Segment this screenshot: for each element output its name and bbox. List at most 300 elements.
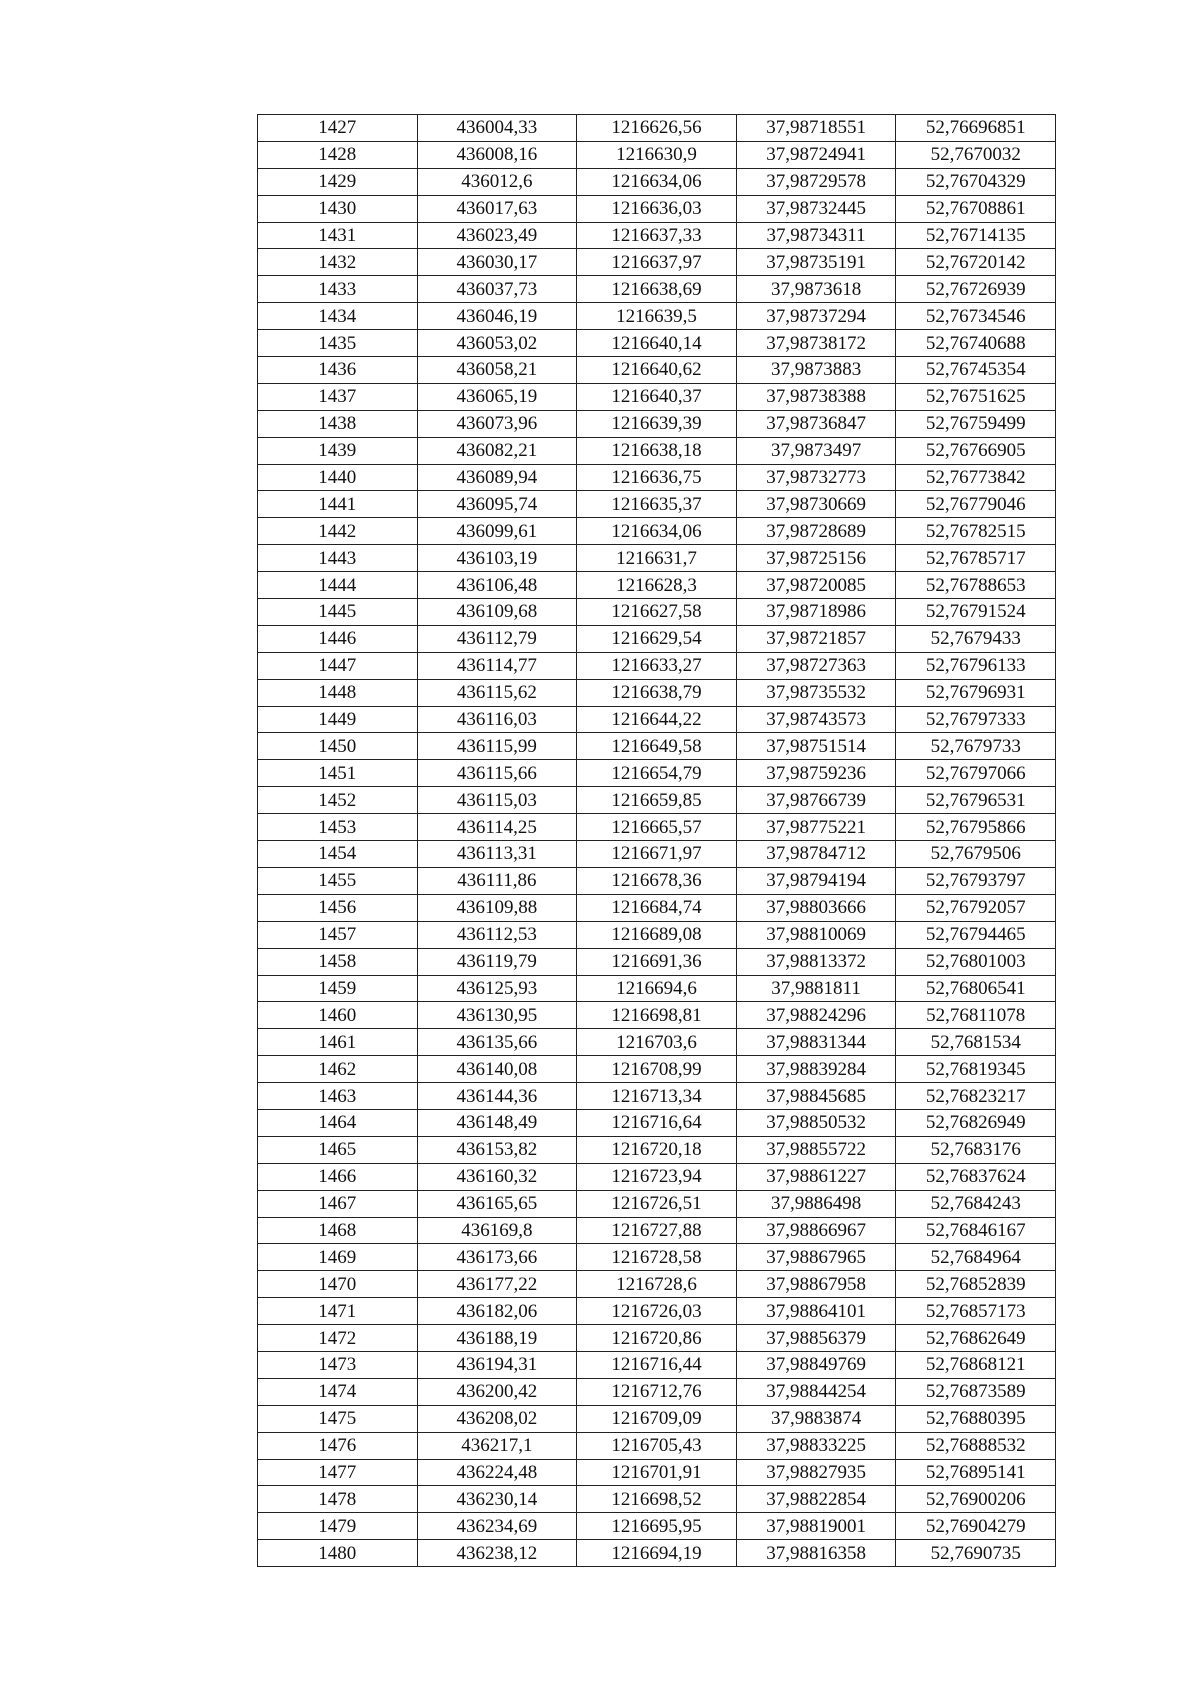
table-row (258, 303, 1056, 330)
longitude-cell: 37,98831344 (736, 1029, 896, 1056)
longitude-cell: 37,98751514 (736, 733, 896, 760)
x-coordinate-cell: 436111,86 (417, 867, 577, 894)
y-coordinate-cell: 1216634,06 (577, 518, 737, 545)
y-coordinate-cell: 1216694,6 (577, 975, 737, 1002)
y-coordinate-cell: 1216705,43 (577, 1432, 737, 1459)
table-row (258, 518, 1056, 545)
table-row (258, 921, 1056, 948)
longitude-cell: 37,98736847 (736, 410, 896, 437)
y-coordinate-cell: 1216639,39 (577, 410, 737, 437)
point-number-cell: 1430 (258, 195, 418, 222)
latitude-cell: 52,76806541 (896, 975, 1056, 1002)
latitude-cell: 52,76873589 (896, 1378, 1056, 1405)
x-coordinate-cell: 436173,66 (417, 1244, 577, 1271)
y-coordinate-cell: 1216634,06 (577, 168, 737, 195)
table-row (258, 760, 1056, 787)
x-coordinate-cell: 436073,96 (417, 410, 577, 437)
latitude-cell: 52,76793797 (896, 867, 1056, 894)
table-row (258, 276, 1056, 303)
table-row (258, 1325, 1056, 1352)
x-coordinate-cell: 436115,99 (417, 733, 577, 760)
latitude-cell: 52,76823217 (896, 1083, 1056, 1110)
y-coordinate-cell: 1216640,14 (577, 330, 737, 357)
latitude-cell: 52,76720142 (896, 249, 1056, 276)
point-number-cell: 1447 (258, 652, 418, 679)
table-row (258, 249, 1056, 276)
coordinates-table (257, 114, 1056, 1567)
point-number-cell: 1443 (258, 545, 418, 572)
latitude-cell: 52,76794465 (896, 921, 1056, 948)
table-row (258, 491, 1056, 518)
table-row (258, 330, 1056, 357)
table-row (258, 464, 1056, 491)
x-coordinate-cell: 436165,65 (417, 1190, 577, 1217)
table-row (258, 652, 1056, 679)
point-number-cell: 1477 (258, 1459, 418, 1486)
y-coordinate-cell: 1216698,81 (577, 1002, 737, 1029)
x-coordinate-cell: 436115,62 (417, 679, 577, 706)
x-coordinate-cell: 436135,66 (417, 1029, 577, 1056)
table-row (258, 867, 1056, 894)
longitude-cell: 37,9873883 (736, 357, 896, 384)
x-coordinate-cell: 436112,79 (417, 625, 577, 652)
longitude-cell: 37,98738388 (736, 383, 896, 410)
y-coordinate-cell: 1216726,51 (577, 1190, 737, 1217)
latitude-cell: 52,76811078 (896, 1002, 1056, 1029)
longitude-cell: 37,98784712 (736, 841, 896, 868)
point-number-cell: 1480 (258, 1540, 418, 1567)
table-row (258, 787, 1056, 814)
table-row (258, 1217, 1056, 1244)
latitude-cell: 52,76880395 (896, 1405, 1056, 1432)
latitude-cell: 52,76751625 (896, 383, 1056, 410)
x-coordinate-cell: 436017,63 (417, 195, 577, 222)
x-coordinate-cell: 436125,93 (417, 975, 577, 1002)
point-number-cell: 1478 (258, 1486, 418, 1513)
point-number-cell: 1450 (258, 733, 418, 760)
latitude-cell: 52,76796531 (896, 787, 1056, 814)
table-row (258, 841, 1056, 868)
longitude-cell: 37,98766739 (736, 787, 896, 814)
x-coordinate-cell: 436103,19 (417, 545, 577, 572)
table-row (258, 572, 1056, 599)
table-row (258, 706, 1056, 733)
point-number-cell: 1428 (258, 141, 418, 168)
longitude-cell: 37,98816358 (736, 1540, 896, 1567)
latitude-cell: 52,76801003 (896, 948, 1056, 975)
longitude-cell: 37,9883874 (736, 1405, 896, 1432)
longitude-cell: 37,98735191 (736, 249, 896, 276)
point-number-cell: 1472 (258, 1325, 418, 1352)
table-row (258, 195, 1056, 222)
y-coordinate-cell: 1216640,62 (577, 357, 737, 384)
y-coordinate-cell: 1216633,27 (577, 652, 737, 679)
x-coordinate-cell: 436037,73 (417, 276, 577, 303)
x-coordinate-cell: 436089,94 (417, 464, 577, 491)
point-number-cell: 1479 (258, 1513, 418, 1540)
y-coordinate-cell: 1216708,99 (577, 1056, 737, 1083)
table-row (258, 545, 1056, 572)
latitude-cell: 52,76785717 (896, 545, 1056, 572)
table-row (258, 1002, 1056, 1029)
longitude-cell: 37,98833225 (736, 1432, 896, 1459)
y-coordinate-cell: 1216649,58 (577, 733, 737, 760)
table-row (258, 1029, 1056, 1056)
y-coordinate-cell: 1216723,94 (577, 1163, 737, 1190)
table-row (258, 357, 1056, 384)
table-row (258, 894, 1056, 921)
table-row (258, 410, 1056, 437)
latitude-cell: 52,76819345 (896, 1056, 1056, 1083)
x-coordinate-cell: 436238,12 (417, 1540, 577, 1567)
longitude-cell: 37,98732773 (736, 464, 896, 491)
latitude-cell: 52,76708861 (896, 195, 1056, 222)
point-number-cell: 1457 (258, 921, 418, 948)
table-row (258, 437, 1056, 464)
point-number-cell: 1469 (258, 1244, 418, 1271)
latitude-cell: 52,76895141 (896, 1459, 1056, 1486)
latitude-cell: 52,76773842 (896, 464, 1056, 491)
longitude-cell: 37,98861227 (736, 1163, 896, 1190)
y-coordinate-cell: 1216701,91 (577, 1459, 737, 1486)
point-number-cell: 1474 (258, 1378, 418, 1405)
table-row (258, 1432, 1056, 1459)
point-number-cell: 1436 (258, 357, 418, 384)
longitude-cell: 37,98728689 (736, 518, 896, 545)
latitude-cell: 52,76904279 (896, 1513, 1056, 1540)
x-coordinate-cell: 436217,1 (417, 1432, 577, 1459)
latitude-cell: 52,76797333 (896, 706, 1056, 733)
table-row (258, 141, 1056, 168)
point-number-cell: 1442 (258, 518, 418, 545)
latitude-cell: 52,76704329 (896, 168, 1056, 195)
table-row (258, 168, 1056, 195)
x-coordinate-cell: 436112,53 (417, 921, 577, 948)
latitude-cell: 52,7670032 (896, 141, 1056, 168)
point-number-cell: 1468 (258, 1217, 418, 1244)
point-number-cell: 1451 (258, 760, 418, 787)
table-row (258, 1486, 1056, 1513)
y-coordinate-cell: 1216689,08 (577, 921, 737, 948)
point-number-cell: 1434 (258, 303, 418, 330)
longitude-cell: 37,98725156 (736, 545, 896, 572)
longitude-cell: 37,98850532 (736, 1109, 896, 1136)
point-number-cell: 1448 (258, 679, 418, 706)
latitude-cell: 52,76888532 (896, 1432, 1056, 1459)
x-coordinate-cell: 436058,21 (417, 357, 577, 384)
latitude-cell: 52,76766905 (896, 437, 1056, 464)
table-row (258, 115, 1056, 142)
latitude-cell: 52,76796133 (896, 652, 1056, 679)
table-row (258, 948, 1056, 975)
x-coordinate-cell: 436023,49 (417, 222, 577, 249)
longitude-cell: 37,98844254 (736, 1378, 896, 1405)
x-coordinate-cell: 436114,77 (417, 652, 577, 679)
point-number-cell: 1459 (258, 975, 418, 1002)
x-coordinate-cell: 436106,48 (417, 572, 577, 599)
y-coordinate-cell: 1216695,95 (577, 1513, 737, 1540)
y-coordinate-cell: 1216684,74 (577, 894, 737, 921)
latitude-cell: 52,76795866 (896, 814, 1056, 841)
table-row (258, 1244, 1056, 1271)
point-number-cell: 1453 (258, 814, 418, 841)
latitude-cell: 52,7684964 (896, 1244, 1056, 1271)
x-coordinate-cell: 436115,66 (417, 760, 577, 787)
point-number-cell: 1455 (258, 867, 418, 894)
point-number-cell: 1432 (258, 249, 418, 276)
y-coordinate-cell: 1216630,9 (577, 141, 737, 168)
point-number-cell: 1452 (258, 787, 418, 814)
point-number-cell: 1458 (258, 948, 418, 975)
y-coordinate-cell: 1216629,54 (577, 625, 737, 652)
longitude-cell: 37,98864101 (736, 1298, 896, 1325)
point-number-cell: 1476 (258, 1432, 418, 1459)
y-coordinate-cell: 1216728,6 (577, 1271, 737, 1298)
latitude-cell: 52,7679433 (896, 625, 1056, 652)
y-coordinate-cell: 1216637,33 (577, 222, 737, 249)
x-coordinate-cell: 436200,42 (417, 1378, 577, 1405)
point-number-cell: 1465 (258, 1136, 418, 1163)
table-row (258, 1271, 1056, 1298)
longitude-cell: 37,98775221 (736, 814, 896, 841)
x-coordinate-cell: 436188,19 (417, 1325, 577, 1352)
latitude-cell: 52,76745354 (896, 357, 1056, 384)
y-coordinate-cell: 1216720,86 (577, 1325, 737, 1352)
longitude-cell: 37,98867965 (736, 1244, 896, 1271)
latitude-cell: 52,76868121 (896, 1351, 1056, 1378)
longitude-cell: 37,98866967 (736, 1217, 896, 1244)
longitude-cell: 37,98759236 (736, 760, 896, 787)
longitude-cell: 37,98824296 (736, 1002, 896, 1029)
y-coordinate-cell: 1216628,3 (577, 572, 737, 599)
longitude-cell: 37,98735532 (736, 679, 896, 706)
x-coordinate-cell: 436177,22 (417, 1271, 577, 1298)
point-number-cell: 1473 (258, 1351, 418, 1378)
longitude-cell: 37,98803666 (736, 894, 896, 921)
y-coordinate-cell: 1216665,57 (577, 814, 737, 841)
latitude-cell: 52,7684243 (896, 1190, 1056, 1217)
y-coordinate-cell: 1216635,37 (577, 491, 737, 518)
x-coordinate-cell: 436065,19 (417, 383, 577, 410)
table-row (258, 733, 1056, 760)
y-coordinate-cell: 1216639,5 (577, 303, 737, 330)
x-coordinate-cell: 436099,61 (417, 518, 577, 545)
latitude-cell: 52,76792057 (896, 894, 1056, 921)
table-row (258, 679, 1056, 706)
longitude-cell: 37,9873618 (736, 276, 896, 303)
table-row (258, 1513, 1056, 1540)
x-coordinate-cell: 436208,02 (417, 1405, 577, 1432)
x-coordinate-cell: 436230,14 (417, 1486, 577, 1513)
y-coordinate-cell: 1216638,69 (577, 276, 737, 303)
point-number-cell: 1435 (258, 330, 418, 357)
point-number-cell: 1445 (258, 599, 418, 626)
x-coordinate-cell: 436012,6 (417, 168, 577, 195)
table-row (258, 1540, 1056, 1567)
table-row (258, 1083, 1056, 1110)
longitude-cell: 37,98732445 (736, 195, 896, 222)
x-coordinate-cell: 436169,8 (417, 1217, 577, 1244)
y-coordinate-cell: 1216626,56 (577, 115, 737, 142)
y-coordinate-cell: 1216728,58 (577, 1244, 737, 1271)
longitude-cell: 37,98849769 (736, 1351, 896, 1378)
longitude-cell: 37,98856379 (736, 1325, 896, 1352)
point-number-cell: 1467 (258, 1190, 418, 1217)
longitude-cell: 37,98794194 (736, 867, 896, 894)
x-coordinate-cell: 436140,08 (417, 1056, 577, 1083)
y-coordinate-cell: 1216631,7 (577, 545, 737, 572)
x-coordinate-cell: 436082,21 (417, 437, 577, 464)
latitude-cell: 52,76740688 (896, 330, 1056, 357)
y-coordinate-cell: 1216636,75 (577, 464, 737, 491)
latitude-cell: 52,76788653 (896, 572, 1056, 599)
point-number-cell: 1475 (258, 1405, 418, 1432)
x-coordinate-cell: 436109,88 (417, 894, 577, 921)
latitude-cell: 52,76852839 (896, 1271, 1056, 1298)
y-coordinate-cell: 1216638,79 (577, 679, 737, 706)
longitude-cell: 37,98813372 (736, 948, 896, 975)
longitude-cell: 37,98730669 (736, 491, 896, 518)
x-coordinate-cell: 436119,79 (417, 948, 577, 975)
x-coordinate-cell: 436182,06 (417, 1298, 577, 1325)
point-number-cell: 1464 (258, 1109, 418, 1136)
x-coordinate-cell: 436153,82 (417, 1136, 577, 1163)
longitude-cell: 37,98810069 (736, 921, 896, 948)
longitude-cell: 37,9881811 (736, 975, 896, 1002)
longitude-cell: 37,98724941 (736, 141, 896, 168)
longitude-cell: 37,9886498 (736, 1190, 896, 1217)
point-number-cell: 1461 (258, 1029, 418, 1056)
table-row (258, 1163, 1056, 1190)
longitude-cell: 37,98738172 (736, 330, 896, 357)
table-row (258, 814, 1056, 841)
x-coordinate-cell: 436130,95 (417, 1002, 577, 1029)
latitude-cell: 52,76900206 (896, 1486, 1056, 1513)
y-coordinate-cell: 1216716,44 (577, 1351, 737, 1378)
y-coordinate-cell: 1216716,64 (577, 1109, 737, 1136)
y-coordinate-cell: 1216712,76 (577, 1378, 737, 1405)
latitude-cell: 52,76862649 (896, 1325, 1056, 1352)
y-coordinate-cell: 1216709,09 (577, 1405, 737, 1432)
latitude-cell: 52,76826949 (896, 1109, 1056, 1136)
table-row (258, 1109, 1056, 1136)
y-coordinate-cell: 1216637,97 (577, 249, 737, 276)
latitude-cell: 52,76846167 (896, 1217, 1056, 1244)
point-number-cell: 1433 (258, 276, 418, 303)
y-coordinate-cell: 1216726,03 (577, 1298, 737, 1325)
y-coordinate-cell: 1216644,22 (577, 706, 737, 733)
point-number-cell: 1466 (258, 1163, 418, 1190)
latitude-cell: 52,7679733 (896, 733, 1056, 760)
y-coordinate-cell: 1216727,88 (577, 1217, 737, 1244)
y-coordinate-cell: 1216694,19 (577, 1540, 737, 1567)
x-coordinate-cell: 436148,49 (417, 1109, 577, 1136)
point-number-cell: 1470 (258, 1271, 418, 1298)
point-number-cell: 1446 (258, 625, 418, 652)
y-coordinate-cell: 1216659,85 (577, 787, 737, 814)
x-coordinate-cell: 436144,36 (417, 1083, 577, 1110)
longitude-cell: 37,98737294 (736, 303, 896, 330)
point-number-cell: 1431 (258, 222, 418, 249)
latitude-cell: 52,76782515 (896, 518, 1056, 545)
table-row (258, 383, 1056, 410)
x-coordinate-cell: 436160,32 (417, 1163, 577, 1190)
latitude-cell: 52,76837624 (896, 1163, 1056, 1190)
latitude-cell: 52,76797066 (896, 760, 1056, 787)
longitude-cell: 37,98827935 (736, 1459, 896, 1486)
longitude-cell: 37,98729578 (736, 168, 896, 195)
table-row (258, 625, 1056, 652)
point-number-cell: 1439 (258, 437, 418, 464)
table-row (258, 1136, 1056, 1163)
table-row (258, 975, 1056, 1002)
point-number-cell: 1440 (258, 464, 418, 491)
latitude-cell: 52,76796931 (896, 679, 1056, 706)
x-coordinate-cell: 436113,31 (417, 841, 577, 868)
longitude-cell: 37,98727363 (736, 652, 896, 679)
x-coordinate-cell: 436008,16 (417, 141, 577, 168)
point-number-cell: 1456 (258, 894, 418, 921)
table-row (258, 222, 1056, 249)
longitude-cell: 37,98822854 (736, 1486, 896, 1513)
x-coordinate-cell: 436114,25 (417, 814, 577, 841)
latitude-cell: 52,76857173 (896, 1298, 1056, 1325)
x-coordinate-cell: 436004,33 (417, 115, 577, 142)
point-number-cell: 1454 (258, 841, 418, 868)
longitude-cell: 37,98855722 (736, 1136, 896, 1163)
point-number-cell: 1460 (258, 1002, 418, 1029)
point-number-cell: 1462 (258, 1056, 418, 1083)
y-coordinate-cell: 1216638,18 (577, 437, 737, 464)
longitude-cell: 37,98718986 (736, 599, 896, 626)
x-coordinate-cell: 436109,68 (417, 599, 577, 626)
point-number-cell: 1444 (258, 572, 418, 599)
x-coordinate-cell: 436234,69 (417, 1513, 577, 1540)
latitude-cell: 52,76696851 (896, 115, 1056, 142)
longitude-cell: 37,98734311 (736, 222, 896, 249)
point-number-cell: 1437 (258, 383, 418, 410)
y-coordinate-cell: 1216678,36 (577, 867, 737, 894)
latitude-cell: 52,7690735 (896, 1540, 1056, 1567)
longitude-cell: 37,98720085 (736, 572, 896, 599)
y-coordinate-cell: 1216654,79 (577, 760, 737, 787)
table-row (258, 1298, 1056, 1325)
coordinates-table-body (258, 115, 1056, 1567)
table-row (258, 1190, 1056, 1217)
point-number-cell: 1471 (258, 1298, 418, 1325)
longitude-cell: 37,98867958 (736, 1271, 896, 1298)
table-row (258, 1405, 1056, 1432)
y-coordinate-cell: 1216698,52 (577, 1486, 737, 1513)
point-number-cell: 1463 (258, 1083, 418, 1110)
point-number-cell: 1441 (258, 491, 418, 518)
table-row (258, 599, 1056, 626)
latitude-cell: 52,7681534 (896, 1029, 1056, 1056)
longitude-cell: 37,98819001 (736, 1513, 896, 1540)
x-coordinate-cell: 436224,48 (417, 1459, 577, 1486)
longitude-cell: 37,98718551 (736, 115, 896, 142)
longitude-cell: 37,98721857 (736, 625, 896, 652)
latitude-cell: 52,76779046 (896, 491, 1056, 518)
longitude-cell: 37,98845685 (736, 1083, 896, 1110)
latitude-cell: 52,76759499 (896, 410, 1056, 437)
y-coordinate-cell: 1216703,6 (577, 1029, 737, 1056)
latitude-cell: 52,76714135 (896, 222, 1056, 249)
longitude-cell: 37,98743573 (736, 706, 896, 733)
x-coordinate-cell: 436095,74 (417, 491, 577, 518)
table-row (258, 1459, 1056, 1486)
point-number-cell: 1429 (258, 168, 418, 195)
